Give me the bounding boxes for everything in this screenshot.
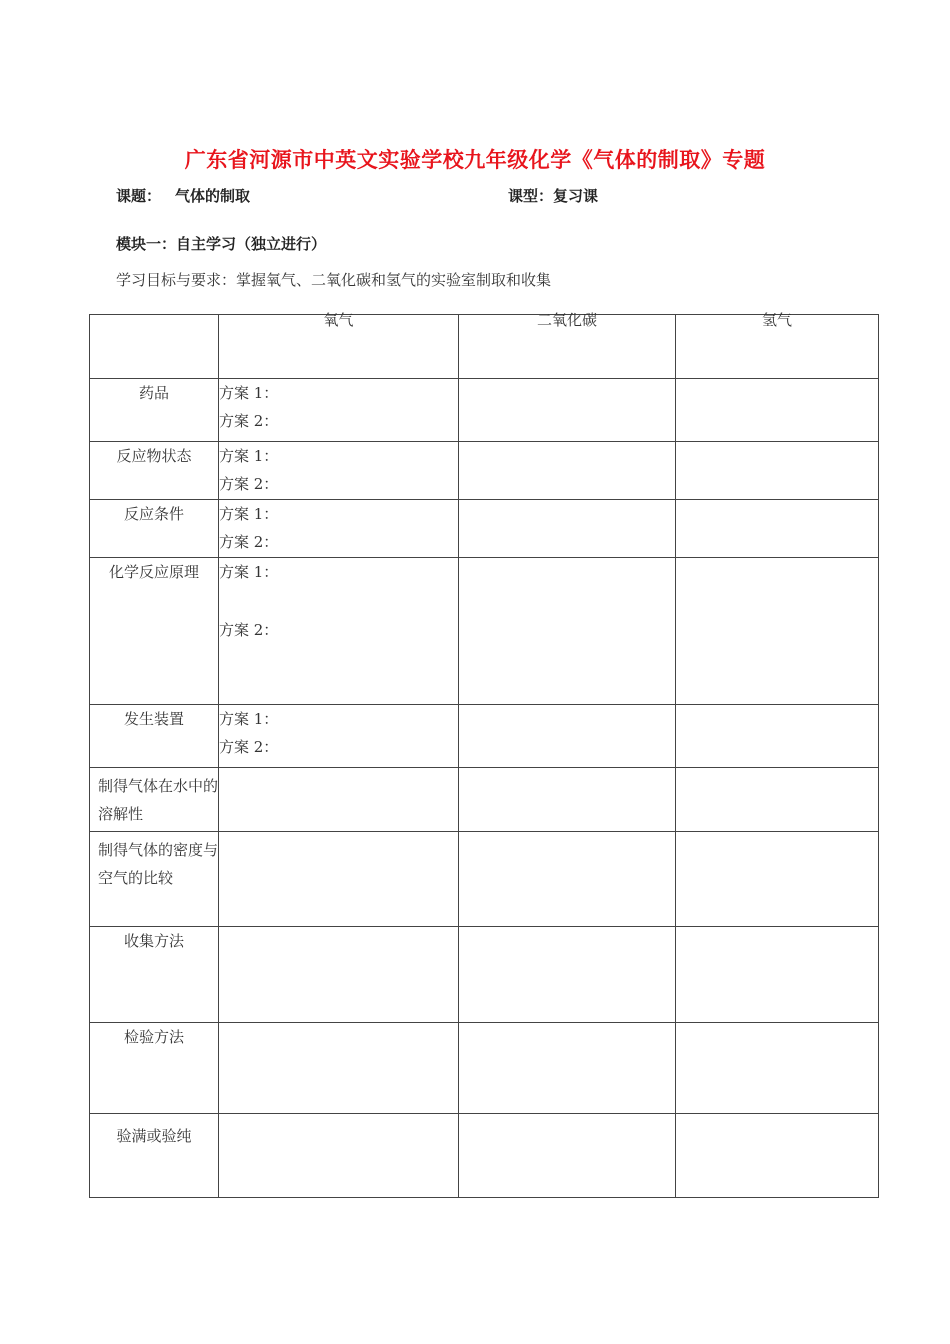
table-row [90,500,879,558]
h2-conditions-cell[interactable] [676,500,879,558]
plan-2-label: 方案 2： [219,475,279,493]
header-carbon-dioxide: 二氧化碳 [459,315,676,379]
table-row [90,442,879,500]
oxygen-test-cell[interactable] [219,1023,459,1114]
co2-density-cell[interactable] [459,832,676,927]
plan-2-label: 方案 2： [219,738,279,756]
lesson-type-label: 课型： [508,187,554,205]
lesson-type-value: 复习课 [553,187,599,205]
co2-test-cell[interactable] [459,1023,676,1114]
h2-check-cell[interactable] [676,1114,879,1198]
h2-reactant-state-cell[interactable] [676,442,879,500]
table-row [90,927,879,1023]
learning-goal: 学习目标与要求：掌握氧气、二氧化碳和氢气的实验室制取和收集 [116,271,552,289]
oxygen-density-cell[interactable] [219,832,459,927]
row-label-full-or-purity-check: 验满或验纯 [90,1114,219,1198]
table-row [90,832,879,927]
row-label-reagents: 药品 [90,379,219,442]
row-label-reaction-conditions: 反应条件 [90,500,219,558]
plan-2-label: 方案 2： [219,533,279,551]
row-label-solubility: 制得气体在水中的溶解性 [90,768,219,832]
oxygen-conditions-cell[interactable] [219,500,459,558]
lesson-type-line [508,185,598,206]
plan-2-label: 方案 2： [219,412,279,430]
co2-principle-cell[interactable] [459,558,676,705]
row-label-apparatus: 发生装置 [90,705,219,768]
h2-reagents-cell[interactable] [676,379,879,442]
h2-test-cell[interactable] [676,1023,879,1114]
h2-collection-cell[interactable] [676,927,879,1023]
h2-solubility-cell[interactable] [676,768,879,832]
oxygen-principle-cell[interactable] [219,558,459,705]
plan-1-label: 方案 1： [219,505,279,523]
row-label-collection: 收集方法 [90,927,219,1023]
plan-1-label: 方案 1： [219,563,279,581]
oxygen-apparatus-cell[interactable] [219,705,459,768]
table-row [90,1114,879,1198]
plan-1-label: 方案 1： [219,447,279,465]
co2-apparatus-cell[interactable] [459,705,676,768]
h2-apparatus-cell[interactable] [676,705,879,768]
header-oxygen: 氧气 [219,315,459,379]
table-row [90,1023,879,1114]
oxygen-solubility-cell[interactable] [219,768,459,832]
h2-principle-cell[interactable] [676,558,879,705]
topic-line [116,185,250,206]
table-row [90,379,879,442]
co2-collection-cell[interactable] [459,927,676,1023]
topic-label: 课题： [116,187,162,205]
co2-reagents-cell[interactable] [459,379,676,442]
oxygen-check-cell[interactable] [219,1114,459,1198]
h2-density-cell[interactable] [676,832,879,927]
header-hydrogen: 氢气 [676,315,879,379]
table-row [90,558,879,705]
co2-check-cell[interactable] [459,1114,676,1198]
row-label-reactant-state: 反应物状态 [90,442,219,500]
oxygen-reagents-cell[interactable] [219,379,459,442]
plan-1-label: 方案 1： [219,710,279,728]
module-heading: 模块一：自主学习（独立进行） [116,235,327,253]
table-row [90,768,879,832]
plan-1-label: 方案 1： [219,384,279,402]
header-corner [90,315,219,379]
topic-value: 气体的制取 [175,187,251,205]
row-label-density: 制得气体的密度与空气的比较 [90,832,219,927]
document-title: 广东省河源市中英文实验学校九年级化学《气体的制取》专题 [184,148,766,172]
gas-preparation-table [89,311,879,1198]
table-header-row [90,315,879,379]
plan-2-label: 方案 2： [219,621,279,639]
oxygen-reactant-state-cell[interactable] [219,442,459,500]
oxygen-collection-cell[interactable] [219,927,459,1023]
row-label-reaction-principle: 化学反应原理 [90,558,219,705]
table-row [90,705,879,768]
co2-conditions-cell[interactable] [459,500,676,558]
co2-solubility-cell[interactable] [459,768,676,832]
co2-reactant-state-cell[interactable] [459,442,676,500]
row-label-test: 检验方法 [90,1023,219,1114]
